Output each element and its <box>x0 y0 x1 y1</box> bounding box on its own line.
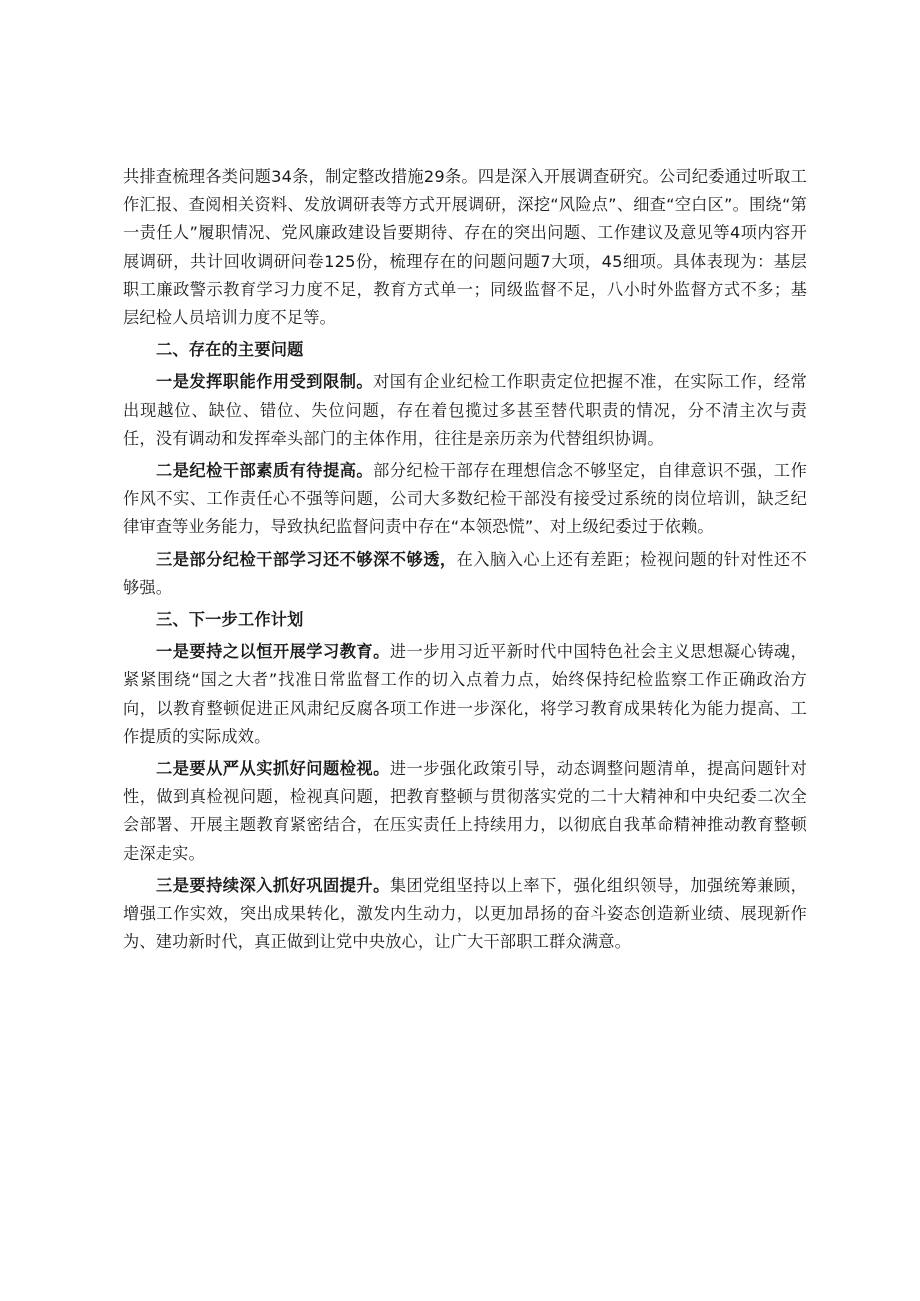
paragraph-lead: 二是要从严从实抓好问题检视。 <box>156 759 390 779</box>
paragraph-lead: 三是部分纪检干部学习还不够深不够透， <box>156 549 457 569</box>
problem-paragraph-2 <box>123 457 807 542</box>
paragraph-text: 共排查梳理各类问题34条，制定整改措施29条。四是深入开展调查研究。公司纪委通过听取工作汇报、查阅相关资料、发放调研表等方式开展调研，深挖“风险点”、细查“空白区”。围绕“第一责任人”履职情况、党风廉政建设旨要期待、存在的突出问题、工作建议及意见等4项内容开展调研，共计回收调研问卷125份，梳理存在的问题问题7大项，45细项。具体表现为：基层职工廉政警示教育学习力度不足，教育方式单一；同级监督不足，八小时外监督方式不多；基层纪检人员培训力度不足等。 <box>123 167 807 328</box>
document-body <box>123 163 807 960</box>
paragraph-lead: 一是发挥职能作用受到限制。 <box>156 372 374 392</box>
intro-paragraph <box>123 163 807 332</box>
paragraph-text: 进一步强化政策引导，动态调整问题清单，提高问题针对性，做到真检视问题，检视真问题，把教育整顿与贯彻落实党的二十大精神和中央纪委二次全会部署、开展主题教育紧密结合，在压实责任上持续用力，以彻底自我革命精神推动教育整顿走深走实。 <box>123 759 807 863</box>
plan-paragraph-1 <box>123 638 807 751</box>
paragraph-text: 对国有企业纪检工作职责定位把握不准，在实际工作，经常出现越位、缺位、错位、失位问题，存在着包揽过多甚至替代职责的情况，分不清主次与责任，没有调动和发挥牵头部门的主体作用，往往是亲历亲为代替组织协调。 <box>123 372 807 448</box>
paragraph-lead: 一是要持之以恒开展学习教育。 <box>156 642 390 662</box>
plan-paragraph-3 <box>123 872 807 957</box>
paragraph-lead: 二是纪检干部素质有待提高。 <box>156 461 374 481</box>
problem-paragraph-1 <box>123 368 807 453</box>
section-heading-problems: 二、存在的主要问题 <box>156 340 304 360</box>
section-heading-plan: 三、下一步工作计划 <box>156 610 304 630</box>
paragraph-text: 进一步用习近平新时代中国特色社会主义思想凝心铸魂，紧紧围绕“国之大者”找准日常监督工作的切入点着力点，始终保持纪检监察工作正确政治方向，以教育整顿促进正风肃纪反腐各项工作进一步深化，将学习教育成果转化为能力提高、工作提质的实际成效。 <box>123 642 807 746</box>
paragraph-text: 集团党组坚持以上率下，强化组织领导，加强统筹兼顾，增强工作实效，突出成果转化，激发内生动力，以更加昂扬的奋斗姿态创造新业绩、展现新作为、建功新时代，真正做到让党中央放心，让广大干部职工群众满意。 <box>123 875 807 952</box>
paragraph-text: 在入脑入心上还有差距；检视问题的针对性还不够强。 <box>123 549 807 597</box>
plan-paragraph-2 <box>123 755 807 868</box>
problem-paragraph-3 <box>123 546 807 602</box>
paragraph-lead: 三是要持续深入抓好巩固提升。 <box>156 875 390 895</box>
paragraph-text: 部分纪检干部存在理想信念不够坚定，自律意识不强，工作作风不实、工作责任心不强等问题，公司大多数纪检干部没有接受过系统的岗位培训，缺乏纪律审查等业务能力，导致执纪监督问责中存在“本领恐慌”、对上级纪委过于依赖。 <box>123 461 807 537</box>
